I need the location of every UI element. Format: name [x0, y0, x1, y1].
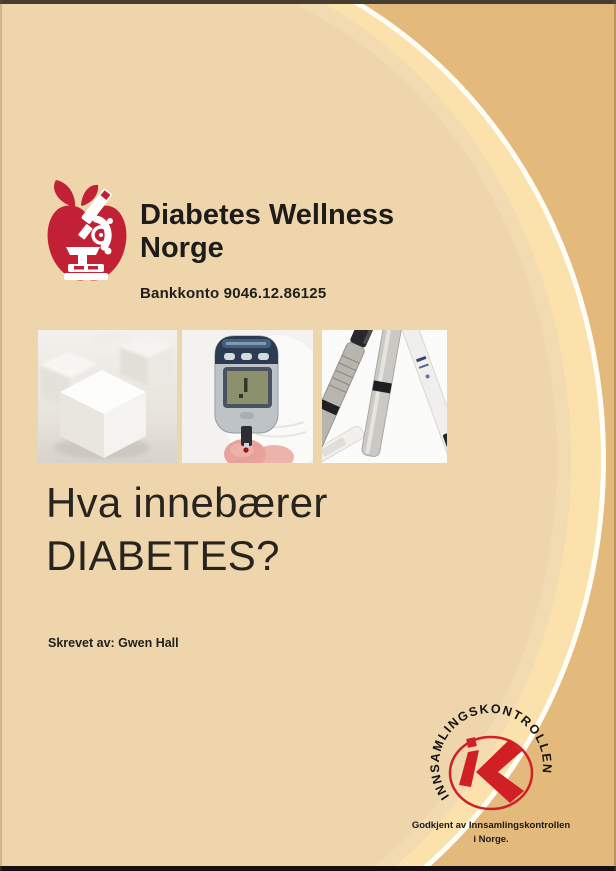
page-title: [46, 476, 466, 582]
left-edge-shade: [0, 0, 2, 871]
brand-name-line1: Diabetes Wellness: [140, 199, 395, 231]
svg-text:INNSAMLINGSKONTROLLEN: [428, 702, 554, 803]
apple-microscope-logo-icon: [46, 179, 128, 287]
page-title-line2: DIABETES?: [46, 532, 280, 579]
sugar-cubes-photo: [38, 330, 177, 463]
brand-name-line2: Norge: [140, 232, 224, 264]
top-edge-bar: [0, 0, 616, 4]
author-line: Skrevet av: Gwen Hall: [48, 636, 179, 650]
bank-account-number: Bankkonto 9046.12.86125: [140, 285, 327, 302]
seal-ring-text: INNSAMLINGSKONTROLLEN: [427, 701, 555, 803]
insulin-pens-photo: [322, 330, 447, 463]
glucose-meter-photo: [182, 330, 313, 463]
seal-ik-mark: [459, 737, 524, 803]
seal-caption: [371, 819, 611, 846]
seal-caption-line1: Godkjent av Innsamlingskontrollen: [411, 820, 571, 831]
page-title-line1: Hva innebærer: [46, 479, 328, 526]
bottom-edge-bar: [0, 866, 616, 871]
brand-name: [140, 199, 470, 265]
seal-caption-line2: i Norge.: [473, 833, 509, 845]
